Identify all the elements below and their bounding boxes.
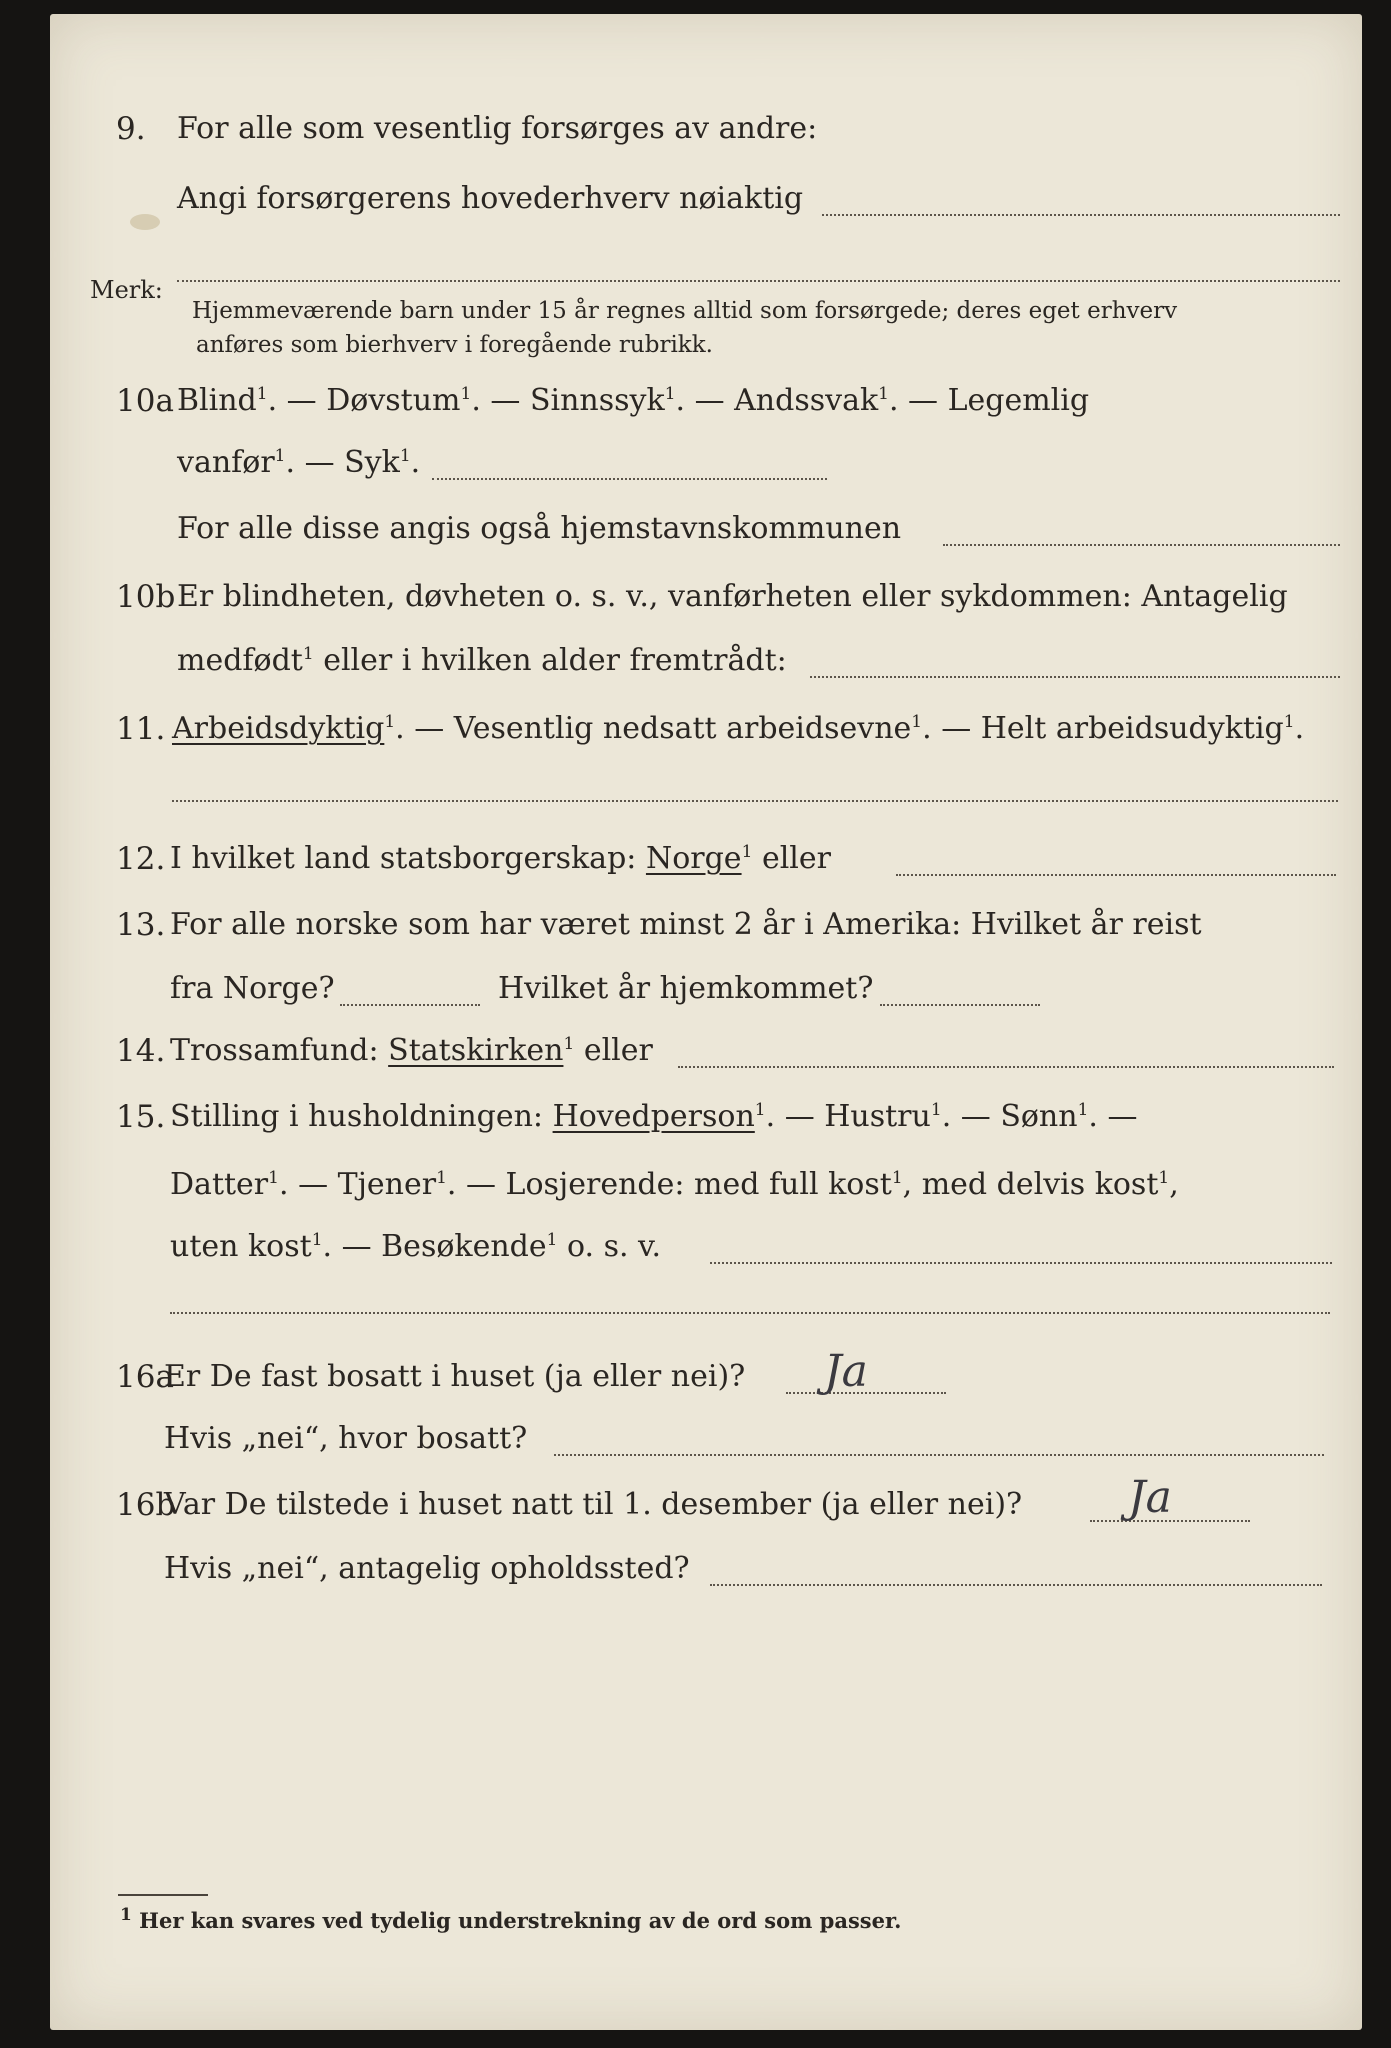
question-text: Hvis „nei“, hvor bosatt?	[164, 1421, 528, 1456]
answer-line[interactable]	[170, 1312, 1330, 1314]
answer-line[interactable]	[710, 1584, 1322, 1586]
question-text: Arbeidsdyktig$^1$. — Vesentlig nedsatt arbeidsevne$^1$. — Helt arbeidsudyktig$^1$.	[172, 711, 1305, 746]
census-form-page	[50, 14, 1362, 2030]
question-text: For alle som vesentlig forsørges av andre:	[177, 111, 818, 146]
option-legemlig: Legemlig	[947, 383, 1090, 418]
answer-line[interactable]	[678, 1066, 1334, 1068]
question-text: Hvis „nei“, antagelig opholdssted?	[164, 1551, 690, 1586]
question-13-line2	[50, 964, 1362, 1024]
question-text: Hvilket år hjemkommet?	[498, 971, 874, 1006]
footnote-rule	[118, 1894, 208, 1896]
note-text: Hjemmeværende barn under 15 år regnes alltid som forsørgede; deres eget erhverv	[192, 298, 1178, 324]
question-text: Datter$^1$. — Tjener$^1$. — Losjerende: med full kost$^1$, med delvis kost$^1$,	[170, 1167, 1179, 1202]
question-12	[50, 834, 1362, 894]
question-text: uten kost$^1$. — Besøkende$^1$ o. s. v.	[170, 1229, 661, 1264]
question-11	[50, 704, 1362, 764]
option-helt: Helt arbeidsudyktig	[980, 711, 1284, 746]
option-andssvak: Andssvak	[734, 383, 879, 418]
question-10a-line3	[50, 504, 1362, 564]
question-number: 12.	[116, 841, 166, 877]
question-number: 16a	[116, 1359, 174, 1395]
question-10a	[50, 376, 1362, 436]
option-hovedperson-underlined[interactable]: Hovedperson	[552, 1099, 755, 1134]
question-number: 16b	[116, 1487, 176, 1523]
question-16a	[50, 1346, 1362, 1412]
question-9	[50, 104, 1362, 164]
answer-line[interactable]	[810, 676, 1340, 678]
option-sinnssyk: Sinnssyk	[529, 383, 665, 418]
question-16b	[50, 1472, 1362, 1540]
option-statskirken-underlined[interactable]: Statskirken	[388, 1033, 564, 1068]
question-text: For alle norske som har været minst 2 år i Amerika: Hvilket år reist	[170, 907, 1202, 942]
question-15-line2	[50, 1160, 1362, 1220]
question-text: Blind$^1$. — Døvstum$^1$. — Sinnssyk$^1$. — Andssvak$^1$. — Legemlig	[177, 383, 1090, 418]
question-number: 11.	[116, 711, 166, 747]
question-text: fra Norge?	[170, 971, 335, 1006]
answer-line[interactable]	[554, 1454, 1324, 1456]
question-text: Var De tilstede i huset natt til 1. desember (ja eller nei)?	[164, 1487, 1023, 1522]
question-text: Er De fast bosatt i huset (ja eller nei)?	[164, 1359, 746, 1394]
question-16a-line2	[50, 1414, 1362, 1474]
question-text: Stilling i husholdningen: Hovedperson$^1$. — Hustru$^1$. — Sønn$^1$. —	[170, 1099, 1138, 1134]
answer-line[interactable]	[710, 1262, 1332, 1264]
question-number: 15.	[116, 1099, 166, 1135]
footnote-mark: 1	[120, 1905, 132, 1925]
question-10b	[50, 572, 1362, 632]
option-blind: Blind	[177, 383, 257, 418]
question-number: 10a	[116, 383, 174, 419]
question-10a-line2	[50, 438, 1362, 498]
question-text: medfødt$^1$ eller i hvilken alder fremtrådt:	[177, 643, 787, 678]
question-number: 9.	[116, 111, 146, 147]
handwritten-answer: Ja	[824, 1346, 868, 1397]
answer-line[interactable]	[880, 1004, 1040, 1006]
option-syk: Syk	[344, 445, 400, 480]
footnote	[120, 1905, 902, 1933]
question-13	[50, 900, 1362, 960]
question-15	[50, 1092, 1362, 1152]
footnote-text: Her kan svares ved tydelig understrekning av de ord som passer.	[139, 1908, 902, 1933]
question-text: For alle disse angis også hjemstavnskommunen	[177, 511, 902, 546]
option-vesentlig: Vesentlig nedsatt arbeidsevne	[453, 711, 912, 746]
question-text: Er blindheten, døvheten o. s. v., vanførheten eller sykdommen: Antagelig	[177, 579, 1288, 614]
answer-line[interactable]	[177, 280, 1340, 282]
question-14	[50, 1026, 1362, 1086]
answer-line[interactable]	[896, 874, 1336, 876]
question-15-line3	[50, 1222, 1362, 1282]
question-number: 10b	[116, 579, 176, 615]
option-norge-underlined[interactable]: Norge	[645, 841, 742, 876]
question-text: vanfør$^1$. — Syk$^1$.	[177, 445, 421, 480]
question-10b-line2	[50, 636, 1362, 696]
note-text: anføres som bierhverv i foregående rubrikk.	[196, 332, 713, 358]
answer-line[interactable]	[822, 214, 1340, 216]
question-text: I hvilket land statsborgerskap: Norge$^1$ eller	[170, 841, 831, 876]
option-arbeidsdyktig-underlined[interactable]: Arbeidsdyktig	[172, 711, 385, 746]
question-number: 13.	[116, 907, 166, 943]
question-text: Angi forsørgerens hovederhverv nøiaktig	[177, 181, 804, 216]
question-16b-line2	[50, 1544, 1362, 1604]
question-text: Trossamfund: Statskirken$^1$ eller	[170, 1033, 653, 1068]
answer-line[interactable]	[943, 544, 1340, 546]
option-dovstum: Døvstum	[326, 383, 461, 418]
answer-line[interactable]	[172, 800, 1338, 802]
option-vanfor: vanfør	[177, 445, 275, 480]
question-number: 14.	[116, 1033, 166, 1069]
question-9-line2	[50, 174, 1362, 234]
answer-line[interactable]	[340, 1004, 480, 1006]
note-label: Merk:	[90, 276, 163, 304]
handwritten-answer: Ja	[1128, 1472, 1172, 1523]
answer-line[interactable]	[432, 478, 827, 480]
